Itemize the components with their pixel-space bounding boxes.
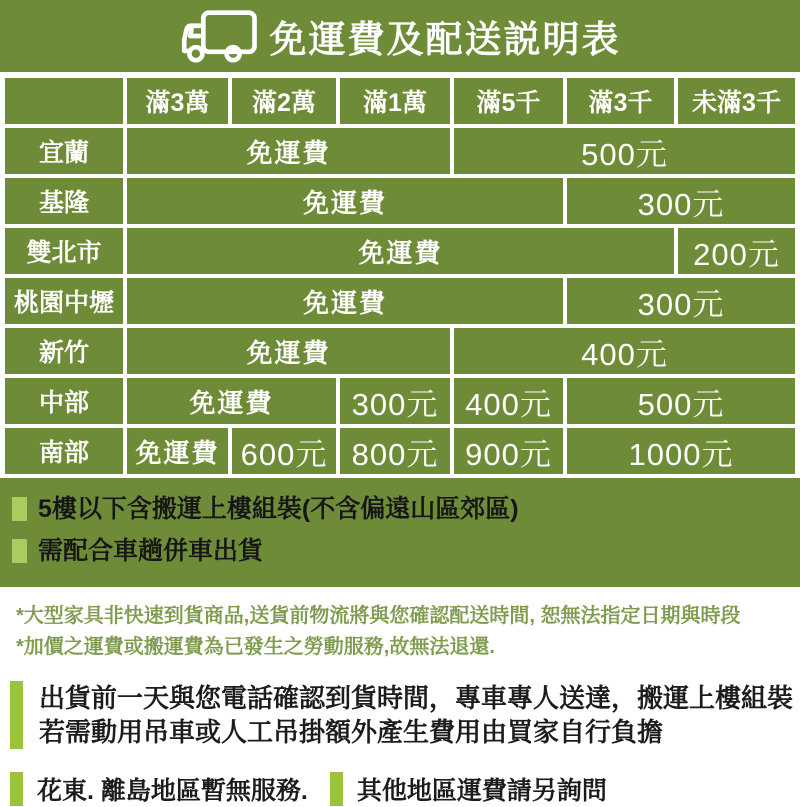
column-header: 滿3萬 <box>127 78 228 124</box>
free-shipping-cell: 免運費 <box>127 178 563 224</box>
table-row <box>5 128 795 174</box>
region-label: 宜蘭 <box>5 128 123 174</box>
shipping-fee-table <box>1 74 799 478</box>
delivery-note-line: 若需動用吊車或人工吊掛額外產生費用由買家自行負擔 <box>39 717 664 747</box>
table-row <box>5 328 795 374</box>
green-bar-icon <box>10 681 23 749</box>
free-shipping-cell: 免運費 <box>127 128 450 174</box>
fee-cell: 200元 <box>678 228 795 274</box>
fee-cell: 900元 <box>454 428 563 474</box>
disclaimer-text: *加價之運費或搬運費為已發生之勞動服務,故無法退還. <box>16 636 495 658</box>
bottom-note-text: 花東. 離島地區暫無服務. <box>37 777 308 805</box>
column-header: 滿1萬 <box>340 78 450 124</box>
column-header: 未滿3千 <box>678 78 795 124</box>
table-header-row <box>5 78 795 124</box>
note-line <box>12 533 800 569</box>
bottom-note-text: 其他地區運費請另詢問 <box>356 777 607 805</box>
square-bullet-icon <box>12 539 27 563</box>
note-text: 需配合車趟併車出貨 <box>38 537 264 565</box>
region-label: 中部 <box>5 378 123 424</box>
green-bar-icon <box>10 772 23 806</box>
fee-cell: 400元 <box>454 328 795 374</box>
region-label: 新竹 <box>5 328 123 374</box>
disclaimer-text: *大型家具非快速到貨商品,送貨前物流將與您確認配送時間, 恕無法指定日期與時段 <box>16 605 741 627</box>
table-row <box>5 178 795 224</box>
column-header: 滿3千 <box>567 78 674 124</box>
fee-cell: 500元 <box>567 378 795 424</box>
note-line <box>12 491 800 527</box>
delivery-note-block <box>10 681 800 749</box>
table-row <box>5 378 795 424</box>
fee-cell: 800元 <box>340 428 450 474</box>
fee-cell: 300元 <box>567 278 795 324</box>
title-band <box>0 0 800 72</box>
fee-cell: 400元 <box>454 378 563 424</box>
fee-cell: 300元 <box>340 378 450 424</box>
column-header: 滿5千 <box>454 78 563 124</box>
fee-cell: 600元 <box>232 428 336 474</box>
delivery-note-text <box>39 681 793 749</box>
notes-block <box>0 478 800 587</box>
region-label: 桃園中壢 <box>5 278 123 324</box>
bottom-notes-row <box>10 771 800 807</box>
free-shipping-cell: 免運費 <box>127 228 674 274</box>
disclaimer-block <box>0 587 800 663</box>
note-text: 5樓以下含搬運上樓組裝(不含偏遠山區郊區) <box>38 495 519 523</box>
region-label: 基隆 <box>5 178 123 224</box>
delivery-note-line: 出貨前一天與您電話確認到貨時間，專車專人送達，搬運上樓組裝 <box>39 683 794 713</box>
table-row <box>5 428 795 474</box>
free-shipping-cell: 免運費 <box>127 428 228 474</box>
region-label: 南部 <box>5 428 123 474</box>
corner-cell <box>5 78 123 124</box>
square-bullet-icon <box>12 497 27 521</box>
truck-icon <box>180 9 262 63</box>
region-label: 雙北市 <box>5 228 123 274</box>
free-shipping-cell: 免運費 <box>127 278 563 324</box>
free-shipping-cell: 免運費 <box>127 328 450 374</box>
column-header: 滿2萬 <box>232 78 336 124</box>
table-row <box>5 278 795 324</box>
green-bar-icon <box>330 772 343 806</box>
free-shipping-cell: 免運費 <box>127 378 336 424</box>
table-row <box>5 228 795 274</box>
fee-cell: 1000元 <box>567 428 795 474</box>
page-title: 免運費及配送説明表 <box>269 19 621 60</box>
fee-cell: 500元 <box>454 128 795 174</box>
fee-cell: 300元 <box>567 178 795 224</box>
